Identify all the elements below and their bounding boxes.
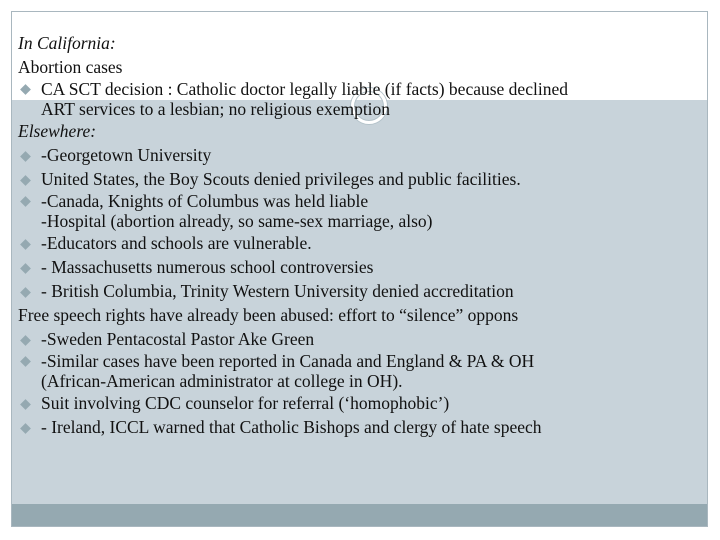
section-heading-california: In California: [18, 33, 116, 53]
abortion-cases-heading: Abortion cases [18, 57, 123, 77]
bullet-continuation: (African-American administrator at college in OH). [41, 371, 403, 391]
footer-bar [12, 504, 707, 526]
bullet-item: - British Columbia, Trinity Western University denied accreditation [18, 279, 708, 303]
diamond-bullet-icon [20, 151, 31, 162]
bullet-item: CA SCT decision : Catholic doctor legally liable (if facts) because declined [18, 79, 708, 99]
diamond-bullet-icon [20, 175, 31, 186]
diamond-bullet-icon [20, 84, 31, 95]
bullet-item: -Sweden Pentacostal Pastor Ake Green [18, 327, 708, 351]
diamond-bullet-icon [20, 356, 31, 367]
bullet-item: United States, the Boy Scouts denied privileges and public facilities. [18, 167, 708, 191]
bullet-item: Suit involving CDC counselor for referral (‘homophobic’) [18, 391, 708, 415]
diamond-bullet-icon [20, 287, 31, 298]
diamond-bullet-icon [20, 196, 31, 207]
section-heading-elsewhere: Elsewhere: [18, 121, 97, 141]
free-speech-heading: Free speech rights have already been abused: effort to “silence” oppons [18, 305, 519, 325]
bullet-item: -Educators and schools are vulnerable. [18, 231, 708, 255]
bullet-item: - Ireland, ICCL warned that Catholic Bishops and clergy of hate speech [18, 415, 708, 439]
diamond-bullet-icon [20, 399, 31, 410]
diamond-bullet-icon [20, 423, 31, 434]
bullet-item: -Georgetown University [18, 143, 708, 167]
bullet-item: -Similar cases have been reported in Canada and England & PA & OH [18, 351, 708, 371]
slide-body [18, 31, 708, 439]
diamond-bullet-icon [20, 239, 31, 250]
bullet-continuation: ART services to a lesbian; no religious exemption [41, 99, 391, 119]
bullet-continuation: -Hospital (abortion already, so same-sex marriage, also) [41, 211, 433, 231]
bullet-item: -Canada, Knights of Columbus was held liable [18, 191, 708, 211]
diamond-bullet-icon [20, 335, 31, 346]
bullet-item: - Massachusetts numerous school controversies [18, 255, 708, 279]
diamond-bullet-icon [20, 263, 31, 274]
